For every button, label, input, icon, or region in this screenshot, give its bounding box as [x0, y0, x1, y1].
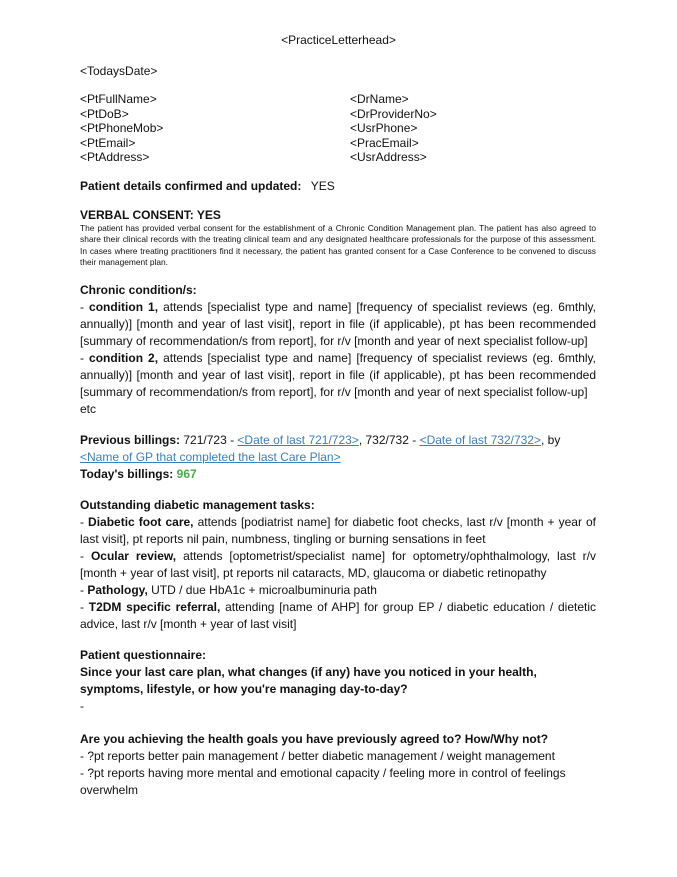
- chronic-item: - condition 1, attends [specialist type and name] [frequency of specialist reviews (eg. 6mthly, annually)] [month and year of last visit], report in file (if applicable), pt has been recommended [summary of recommendation/s from report], for r/v [month and year of next specialist follow-up]: [80, 300, 596, 348]
- patient-details: [80, 92, 163, 165]
- task-text: attends [podiatrist name] for diabetic foot checks, last r/v [month + year of last visit], pt reports nil pain, numbness, tingling or burning sensations in feet: [80, 515, 596, 546]
- todays-billings: [80, 466, 596, 483]
- chronic-heading: Chronic condition/s:: [80, 283, 197, 297]
- consent-heading: VERBAL CONSENT: YES: [80, 207, 221, 222]
- patient-email: <PtEmail>: [80, 135, 136, 150]
- practice-email: <PracEmail>: [350, 135, 419, 150]
- doctor-details: [350, 92, 437, 165]
- consent-section: [80, 207, 596, 268]
- user-address: <UsrAddress>: [350, 150, 427, 165]
- answer-1: -: [80, 699, 84, 713]
- answer-2-line: - ?pt reports better pain management / better diabetic management / weight management: [80, 749, 555, 763]
- todays-billings-label: Today's billings:: [80, 467, 174, 481]
- diabetic-item: - Ocular review, attends [optometrist/specialist name] for optometry/ophthalmology, last r/v [month + year of last visit], pt reports nil cataracts, MD, glaucoma or diabetic retinopathy: [80, 549, 596, 580]
- previous-billings: Previous billings: 721/723 - <Date of last 721/723>, 732/732 - <Date of last 732/732>, by <Name of GP that completed the last Care Plan>: [80, 433, 561, 464]
- diabetic-heading: Outstanding diabetic management tasks:: [80, 498, 315, 512]
- task-label: Pathology,: [87, 583, 148, 597]
- questionnaire-section: [80, 647, 596, 799]
- patient-phone: <PtPhoneMob>: [80, 121, 164, 136]
- condition-label: condition 2,: [89, 351, 159, 365]
- condition-text: attends [specialist type and name] [frequency of specialist reviews (eg. 6mthly, annually)] [month and year of last visit], report in file (if applicable), pt has been recommended [summary of recommendation/s from report], for r/v [month and year of next specialist follow-up]: [80, 300, 596, 348]
- diabetic-section: [80, 497, 596, 633]
- billings-section: [80, 432, 596, 483]
- chronic-section: [80, 282, 596, 418]
- confirmed-label: Patient details confirmed and updated:: [80, 179, 302, 193]
- patient-full-name: <PtFullName>: [80, 92, 157, 106]
- doctor-provider-no: <DrProviderNo>: [350, 106, 437, 121]
- condition-text: attends [specialist type and name] [frequency of specialist reviews (eg. 6mthly, annually)] [month and year of last visit], report in file (if applicable), pt has been recommended [summary of recommendation/s from report], for r/v [month and year of next specialist follow-up]: [80, 351, 596, 399]
- task-label: Diabetic foot care,: [88, 515, 194, 529]
- questionnaire-heading: Patient questionnaire:: [80, 648, 207, 662]
- chronic-item: - condition 2, attends [specialist type and name] [frequency of specialist reviews (eg. 6mthly, annually)] [month and year of last visit], report in file (if applicable), pt has been recommended [summary of recommendation/s from report], for r/v [month and year of next specialist follow-up]: [80, 351, 596, 399]
- task-text: attending [name of AHP] for group EP / diabetic education / dietetic advice, last r/v [month + year of last visit]: [80, 600, 596, 631]
- diabetic-item: - T2DM specific referral, attending [name of AHP] for group EP / diabetic education / dietetic advice, last r/v [month + year of last visit]: [80, 600, 596, 631]
- last-732-date-link[interactable]: <Date of last 732/732>: [419, 433, 541, 447]
- patient-dob: <PtDoB>: [80, 106, 129, 121]
- patient-address: <PtAddress>: [80, 150, 150, 165]
- user-phone: <UsrPhone>: [350, 121, 418, 136]
- question-2: Are you achieving the health goals you have previously agreed to? How/Why not?: [80, 732, 549, 746]
- chronic-etc: etc: [80, 402, 97, 416]
- todays-date: <TodaysDate>: [80, 64, 158, 78]
- doctor-name: <DrName>: [350, 92, 409, 106]
- previous-billings-label: Previous billings:: [80, 433, 181, 447]
- todays-billings-value: 967: [176, 467, 197, 481]
- last-care-plan-gp-link[interactable]: <Name of GP that completed the last Care Plan>: [80, 450, 341, 464]
- task-label: T2DM specific referral,: [88, 600, 221, 614]
- last-721-date-link[interactable]: <Date of last 721/723>: [237, 433, 359, 447]
- confirmed-value: YES: [310, 179, 335, 193]
- diabetic-item: - Pathology, UTD / due HbA1c + microalbuminuria path: [80, 583, 377, 597]
- confirmed-line: [80, 178, 596, 195]
- answer-2-line: - ?pt reports having more mental and emotional capacity / feeling more in control of feelings overwhelm: [80, 766, 566, 797]
- question-1: Since your last care plan, what changes (if any) have you noticed in your health, symptoms, lifestyle, or how you're managing day-to-day?: [80, 665, 537, 696]
- document-body: [80, 178, 596, 799]
- diabetic-item: - Diabetic foot care, attends [podiatrist name] for diabetic foot checks, last r/v [month + year of last visit], pt reports nil pain, numbness, tingling or burning sensations in feet: [80, 515, 596, 546]
- task-text: UTD / due HbA1c + microalbuminuria path: [147, 583, 377, 597]
- practice-letterhead: <PracticeLetterhead>: [281, 33, 396, 47]
- task-text: attends [optometrist/specialist name] for optometry/ophthalmology, last r/v [month + year of last visit], pt reports nil cataracts, MD, glaucoma or diabetic retinopathy: [80, 549, 596, 580]
- consent-text: The patient has provided verbal consent for the establishment of a Chronic Condition Management plan. The patient has also agreed to share their clinical records with the treating clinical team and any designated healthcare professionals for the purpose of this assessment. In cases where treating practitioners find it necessary, the patient has granted consent for a Case Conference to be convened to discuss their management plan.: [80, 223, 596, 267]
- condition-label: condition 1,: [89, 300, 159, 314]
- task-label: Ocular review,: [90, 549, 177, 563]
